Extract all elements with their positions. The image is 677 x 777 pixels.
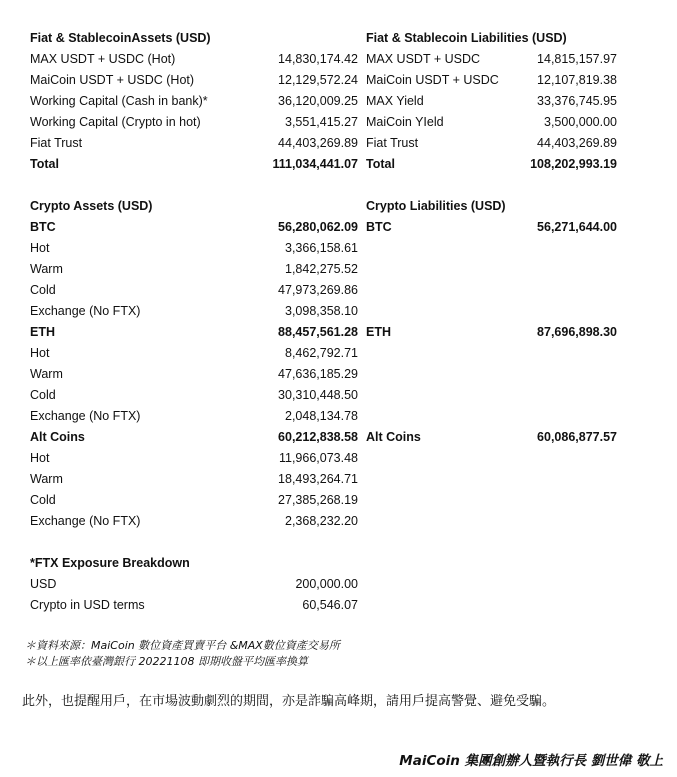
table-row bbox=[30, 300, 630, 321]
liability-value: 56,271,644.00 bbox=[537, 220, 617, 234]
asset-value: 27,385,268.19 bbox=[278, 493, 358, 507]
asset-value: 12,129,572.24 bbox=[278, 73, 358, 87]
liability-value: 3,500,000.00 bbox=[544, 115, 617, 129]
asset-value: 2,368,232.20 bbox=[285, 514, 358, 528]
asset-value: 60,546.07 bbox=[302, 598, 358, 612]
liability-label: Alt Coins bbox=[366, 430, 421, 444]
table-row bbox=[30, 69, 630, 90]
table-row bbox=[30, 531, 630, 552]
asset-value: 1,842,275.52 bbox=[285, 262, 358, 276]
asset-label: Exchange (No FTX) bbox=[30, 514, 141, 528]
liability-label: Fiat & Stablecoin Liabilities (USD) bbox=[366, 31, 567, 45]
asset-label: Cold bbox=[30, 283, 56, 297]
table-row bbox=[30, 237, 630, 258]
signature: MaiCoin 集團創辦人暨執行長 劉世偉 敬上 bbox=[399, 753, 663, 769]
asset-label: MaiCoin USDT + USDC (Hot) bbox=[30, 73, 195, 87]
asset-label: *FTX Exposure Breakdown bbox=[30, 556, 190, 570]
table-row bbox=[30, 594, 630, 615]
liability-value: 108,202,993.19 bbox=[530, 157, 617, 171]
asset-label: Cold bbox=[30, 388, 56, 402]
asset-label: Exchange (No FTX) bbox=[30, 304, 141, 318]
section-header-row bbox=[30, 195, 630, 216]
liability-value: 87,696,898.30 bbox=[537, 325, 617, 339]
liability-label: MaiCoin USDT + USDC bbox=[366, 73, 499, 87]
table-row bbox=[30, 342, 630, 363]
asset-label: Hot bbox=[30, 451, 50, 465]
asset-label: Total bbox=[30, 157, 59, 171]
table-row bbox=[30, 468, 630, 489]
footnotes bbox=[25, 638, 340, 670]
table-row bbox=[30, 573, 630, 594]
liability-value: 14,815,157.97 bbox=[537, 52, 617, 66]
asset-value: 44,403,269.89 bbox=[278, 136, 358, 150]
asset-value: 36,120,009.25 bbox=[278, 94, 358, 108]
asset-value: 3,098,358.10 bbox=[285, 304, 358, 318]
liability-value: 12,107,819.38 bbox=[537, 73, 617, 87]
liability-label: MaiCoin YIeld bbox=[366, 115, 444, 129]
table-row bbox=[30, 447, 630, 468]
asset-label: Cold bbox=[30, 493, 56, 507]
table-row bbox=[30, 48, 630, 69]
asset-label: BTC bbox=[30, 220, 56, 234]
asset-label: Hot bbox=[30, 346, 50, 360]
footnote-source: ＊資料來源：MaiCoin 數位資產買賣平台 &MAX數位資產交易所 bbox=[25, 639, 340, 652]
liability-label: Fiat Trust bbox=[366, 136, 419, 150]
warning-paragraph: 此外，也提醒用戶，在市場波動劇烈的期間，亦是詐騙高峰期，請用戶提高警覺、避免受騙。 bbox=[22, 694, 556, 709]
asset-value: 111,034,441.07 bbox=[272, 157, 358, 171]
liability-label: Total bbox=[366, 157, 395, 171]
liability-value: 60,086,877.57 bbox=[537, 430, 617, 444]
table-row bbox=[30, 132, 630, 153]
asset-label: Warm bbox=[30, 262, 63, 276]
table-row bbox=[30, 174, 630, 195]
asset-label: Working Capital (Cash in bank)* bbox=[30, 94, 208, 108]
footnote-exchange-rate: ＊以上匯率依臺灣銀行 20221108 即期收盤平均匯率換算 bbox=[25, 655, 308, 668]
asset-value: 200,000.00 bbox=[295, 577, 358, 591]
asset-label: Warm bbox=[30, 367, 63, 381]
liability-label: BTC bbox=[366, 220, 392, 234]
table-row bbox=[30, 489, 630, 510]
asset-value: 60,212,838.58 bbox=[278, 430, 358, 444]
table-row bbox=[30, 279, 630, 300]
asset-label: Fiat Trust bbox=[30, 136, 83, 150]
asset-value: 2,048,134.78 bbox=[285, 409, 358, 423]
table-row bbox=[30, 405, 630, 426]
liability-label: ETH bbox=[366, 325, 391, 339]
asset-label: Hot bbox=[30, 241, 50, 255]
asset-label: Alt Coins bbox=[30, 430, 85, 444]
liability-label: MAX USDT + USDC bbox=[366, 52, 481, 66]
table-row bbox=[30, 258, 630, 279]
liability-label: Crypto Liabilities (USD) bbox=[366, 199, 506, 213]
table-row bbox=[30, 321, 630, 342]
asset-label: Working Capital (Crypto in hot) bbox=[30, 115, 201, 129]
asset-value: 56,280,062.09 bbox=[278, 220, 358, 234]
asset-label: Crypto Assets (USD) bbox=[30, 199, 153, 213]
section-header-row bbox=[30, 27, 630, 48]
table-row bbox=[30, 363, 630, 384]
balance-sheet-table bbox=[30, 27, 630, 615]
asset-label: Exchange (No FTX) bbox=[30, 409, 141, 423]
asset-label: Fiat & StablecoinAssets (USD) bbox=[30, 31, 211, 45]
asset-value: 11,966,073.48 bbox=[278, 451, 358, 465]
asset-label: MAX USDT + USDC (Hot) bbox=[30, 52, 176, 66]
table-row bbox=[30, 90, 630, 111]
table-row bbox=[30, 111, 630, 132]
asset-value: 18,493,264.71 bbox=[278, 472, 358, 486]
table-row bbox=[30, 384, 630, 405]
asset-label: ETH bbox=[30, 325, 55, 339]
liability-value: 44,403,269.89 bbox=[537, 136, 617, 150]
asset-value: 3,366,158.61 bbox=[285, 241, 358, 255]
section-header-row bbox=[30, 552, 630, 573]
table-row bbox=[30, 216, 630, 237]
liability-value: 33,376,745.95 bbox=[537, 94, 617, 108]
asset-value: 30,310,448.50 bbox=[278, 388, 358, 402]
table-row bbox=[30, 510, 630, 531]
total-row bbox=[30, 153, 630, 174]
asset-label: Crypto in USD terms bbox=[30, 598, 145, 612]
asset-value: 14,830,174.42 bbox=[278, 52, 358, 66]
table-row bbox=[30, 426, 630, 447]
asset-label: USD bbox=[30, 577, 57, 591]
asset-value: 88,457,561.28 bbox=[278, 325, 358, 339]
asset-value: 47,636,185.29 bbox=[278, 367, 358, 381]
liability-label: MAX Yield bbox=[366, 94, 424, 108]
asset-value: 8,462,792.71 bbox=[285, 346, 358, 360]
asset-value: 3,551,415.27 bbox=[285, 115, 358, 129]
asset-value: 47,973,269.86 bbox=[278, 283, 358, 297]
asset-label: Warm bbox=[30, 472, 63, 486]
